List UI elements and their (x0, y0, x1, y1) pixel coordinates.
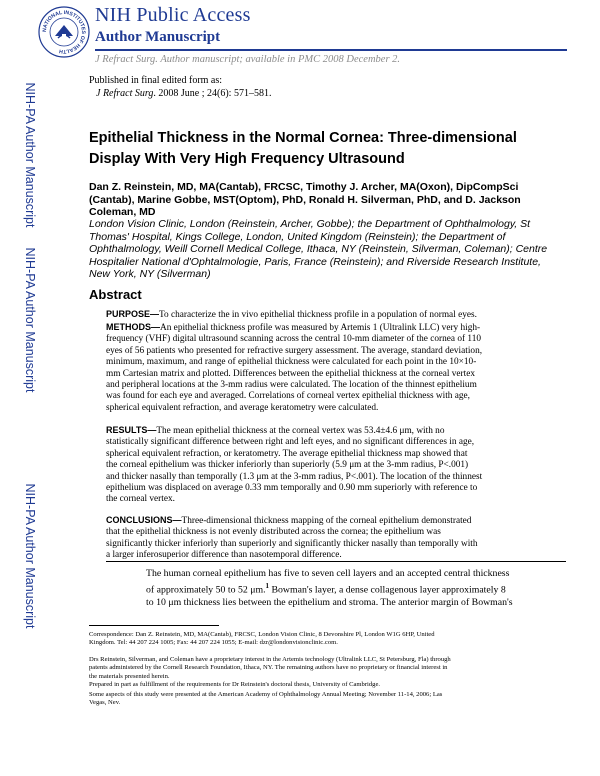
methods-label: METHODS— (106, 322, 160, 332)
footnote-line: patents administered by the Cornell Research Foundation, Ithaca, NY. The remaining authors have no proprietary or financial interest in (89, 664, 448, 672)
footnote-line: Vegas, Nev. (89, 699, 121, 707)
results-text: statistically significant difference between right and left eyes, and no significant differences in age, (106, 437, 475, 448)
results-text: The mean epithelial thickness at the corneal vertex was 53.4±4.6 μm, with no (156, 426, 445, 436)
author-line: (Cantab), Marine Gobbe, MST(Optom), PhD, Ronald H. Silverman, PhD, and D. Jackson (89, 193, 521, 206)
title-line: Epithelial Thickness in the Normal Cornea: Three-dimensional (89, 130, 517, 146)
author-line: Coleman, MD (89, 206, 156, 218)
methods-text: spherical equivalent refraction, and average keratometry were calculated. (106, 402, 379, 413)
abstract-purpose (106, 309, 566, 321)
citation-line (96, 88, 271, 99)
body-paragraph (146, 568, 566, 609)
affiliation-line: Thomas' Hospital, Kings College, London, United Kingdom (Reinstein); the Department of (89, 230, 506, 243)
results-text: and thicker nasally than temporally (1.3 μm at the 3-mm radius, P<.001). The location of the thinnest (106, 471, 483, 482)
margin-watermark: NIH-PA Author Manuscript (23, 247, 37, 393)
published-in-label: Published in final edited form as: (89, 75, 223, 86)
citation-details: . 2008 June ; 24(6): 571–581. (153, 88, 272, 99)
purpose-label: PURPOSE— (106, 309, 160, 319)
body-text: of approximately 50 to 52 μm. (146, 584, 266, 596)
footnote-line: Some aspects of this study were presented at the American Academy of Ophthalmology Annual Meeting; November 11-14, 2006; Las (89, 691, 443, 698)
results-text: epithelium was displaced on average 0.33 mm temporally and 0.90 mm superiorly with reference to (106, 483, 478, 494)
nih-seal-logo (38, 6, 90, 58)
footnote-line: Correspondence: Dan Z. Reinstein, MD, MA(Cantab), FRCSC, London Vision Clinic, 8 Devonshire Pl, London W1G 6HP, United (89, 631, 435, 638)
conclusions-text: a larger inferosuperior difference than nasotemporal difference. (106, 550, 342, 561)
availability-journal: J Refract Surg. (95, 54, 158, 65)
footnote-line: Drs Reinstein, Silverman, and Coleman have a proprietary interest in the Artemis technology (Ultralink LLC, St Petersburg, Fla) through (89, 656, 451, 663)
abstract-methods (106, 322, 566, 414)
margin-watermark: NIH-PA Author Manuscript (23, 82, 37, 228)
margin-watermark: NIH-PA Author Manuscript (23, 483, 37, 629)
footnote-line: the materials presented herein. (89, 672, 170, 680)
reference-link[interactable]: 1 (265, 582, 270, 591)
footnote-rule (89, 625, 219, 626)
correspondence-footnote (89, 631, 567, 648)
methods-text: minimum, maximum, and range of epithelial thickness were calculated for each point in the 10×10- (106, 357, 477, 368)
body-text: Bowman's layer, a dense collagenous layer approximately 8 (269, 584, 506, 596)
methods-text: mm Cartesian matrix and plotted. Differences between the epithelial thickness at the corneal vertex (106, 368, 475, 379)
author-line: Dan Z. Reinstein, MD, MA(Cantab), FRCSC, Timothy J. Archer, MA(Oxon), DipCompSci (89, 181, 519, 193)
availability-text: Author manuscript; available in PMC 2008 December 2. (157, 54, 401, 65)
abstract-end-rule (106, 561, 566, 562)
results-label: RESULTS— (106, 425, 157, 435)
methods-text: and peripheral locations at the 3-mm radius were calculated. The location of the thinnest epithelium (106, 380, 477, 391)
footnote-line: Kingdom. Tel: 44 207 224 1005; Fax: 44 207 224 1055; E-mail: dzr@londonvisionclinic.com. (89, 639, 338, 647)
results-text: the corneal epithelium was thicker inferiorly than superiorly (5.9 μm at the 3-mm radius, P<.001) (106, 460, 469, 471)
affiliation-line: Ophthalmology, Weill Cornell Medical College, Ithaca, NY (Reinstein, Silverman, Coleman); Centre (89, 243, 548, 255)
affiliation-line: New York, NY (Silverman) (89, 268, 211, 280)
affiliation-line: London Vision Clinic, London (Reinstein, Archer, Gobbe); the Department of Ophthalmology, St (89, 218, 531, 230)
presentation-footnote (89, 691, 567, 708)
affiliation-line: Hospitalier National d'Ophtalmologie, Paris, France (Reinstein); and Riverside Research Institute, (89, 255, 541, 268)
title-line: Display With Very High Frequency Ultrasound (89, 151, 405, 167)
paper-title (89, 128, 559, 170)
affiliations (89, 218, 567, 281)
svg-text:NATIONAL INSTITUTES OF HEALTH: NATIONAL INSTITUTES OF HEALTH (41, 9, 87, 55)
footnote-line: Prepared in part as fulfillment of the requirements for Dr Reinstein's doctoral thesis, University of Cambridge. (89, 681, 381, 688)
methods-text: eyes of 56 patients who presented for refractive surgery assessment. The average, standard deviation, (106, 345, 483, 356)
disclosure-footnote (89, 656, 567, 681)
body-line: to 10 μm thickness lies between the epithelium and stroma. The anterior margin of Bowman's (146, 596, 513, 608)
abstract-heading: Abstract (89, 287, 142, 302)
author-list (89, 181, 567, 219)
results-text: the corneal vertex. (106, 494, 175, 505)
abstract-results (106, 425, 566, 506)
journal-name: J Refract Surg (96, 88, 154, 99)
abstract-conclusions (106, 515, 566, 562)
header-rule (95, 49, 567, 51)
conclusions-text: Three-dimensional thickness mapping of the corneal epithelium demonstrated (181, 516, 472, 526)
availability-note (95, 54, 400, 65)
author-manuscript-label: Author Manuscript (95, 29, 221, 45)
body-line (146, 580, 566, 596)
body-line: The human corneal epithelium has five to seven cell layers and an accepted central thickness (146, 568, 510, 579)
nih-public-access-title: NIH Public Access (95, 4, 251, 26)
methods-text: frequency (VHF) digital ultrasound scanning across the central 10-mm diameter of the cornea of 110 (106, 334, 482, 345)
conclusions-text: significantly thicker inferiorly than superiorly and significantly thicker nasally than temporally with (106, 538, 478, 549)
conclusions-label: CONCLUSIONS— (106, 515, 182, 525)
methods-text: was found for each eye and averaged. Correlations of corneal vertex epithelial thickness with age, (106, 391, 470, 402)
thesis-footnote (89, 681, 567, 689)
methods-text: An epithelial thickness profile was measured by Artemis 1 (Ultralink LLC) very high- (160, 323, 481, 333)
results-text: spherical equivalent refraction, or keratometry. The average epithelial thickness map showed that (106, 448, 468, 459)
conclusions-text: that the epithelial thickness is not evenly distributed across the cornea; the epithelium was (106, 527, 441, 538)
purpose-text: To characterize the in vivo epithelial thickness profile in a population of normal eyes. (159, 310, 477, 320)
